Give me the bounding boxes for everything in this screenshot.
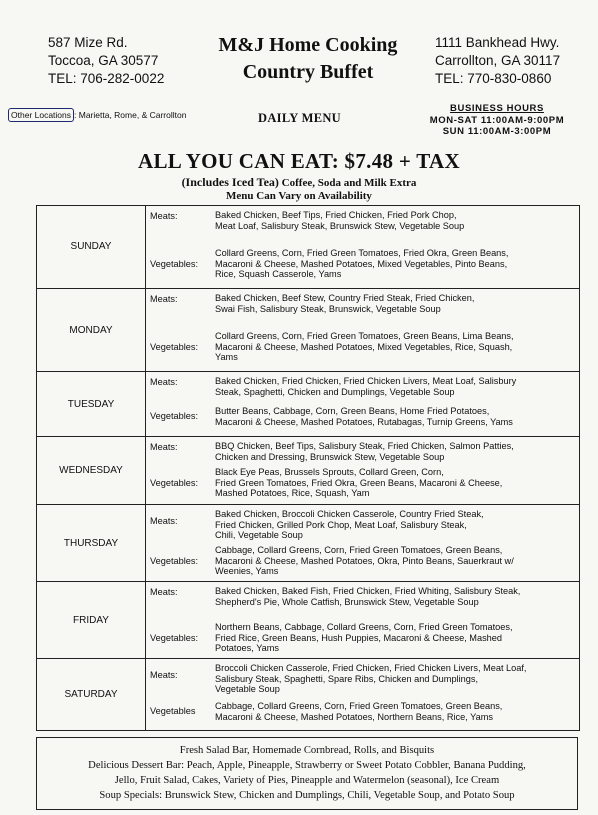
menu-row-monday bbox=[37, 288, 579, 372]
extras-box bbox=[36, 737, 578, 810]
vegetable-line: Macaroni & Cheese, Mashed Potatoes, Northern Beans, Rice, Yams bbox=[215, 711, 493, 722]
meats-label: Meats: bbox=[150, 669, 178, 680]
menu-row-tuesday bbox=[37, 371, 579, 437]
left-phone: TEL: 706-282-0022 bbox=[48, 71, 165, 86]
right-phone: TEL: 770-830-0860 bbox=[435, 71, 552, 86]
meat-line: Steak, Spaghetti, Chicken and Dumplings, Vegetable Soup bbox=[215, 386, 455, 397]
vegetable-line: Yams bbox=[215, 352, 238, 363]
vegetables-label: Vegetables: bbox=[150, 555, 199, 566]
brand-line-2: Country Buffet bbox=[242, 61, 374, 83]
daily-menu-table bbox=[36, 205, 580, 731]
vegetable-line: Mashed Potatoes, Rice, Squash, Yam bbox=[215, 488, 370, 499]
day-name: SUNDAY bbox=[70, 241, 112, 252]
column-divider bbox=[145, 437, 146, 505]
business-hours bbox=[402, 103, 592, 138]
meat-line: Meat Loaf, Salisbury Steak, Brunswick Stew, Vegetable Soup bbox=[215, 220, 465, 231]
vegetable-line: Black Eye Peas, Brussels Sprouts, Collard Green, Corn, bbox=[215, 467, 444, 477]
meats-list bbox=[215, 441, 575, 462]
vegetable-line: Cabbage, Collard Greens, Corn, Fried Green Tomatoes, Green Beans, bbox=[215, 701, 503, 711]
meat-line: Chili, Vegetable Soup bbox=[215, 530, 303, 541]
vegetable-line: Potatoes, Yams bbox=[215, 643, 280, 654]
vegetable-line: Macaroni & Cheese, Mashed Potatoes, Mixed Vegetables, Rice, Squash, bbox=[215, 341, 513, 352]
vegetable-line: Rice, Squash Casserole, Yams bbox=[215, 269, 342, 280]
dessert-bar-line-2: Jello, Fruit Salad, Cakes, Variety of Pies, Pineapple and Watermelon (seasonal), Ice Cream bbox=[114, 775, 500, 786]
meats-label: Meats: bbox=[150, 442, 178, 453]
vegetable-line: Collard Greens, Corn, Fried Green Tomatoes, Fried Okra, Green Beans, bbox=[215, 248, 509, 258]
extras-note: Coffee, Soda and Milk Extra bbox=[278, 177, 417, 189]
day-name: TUESDAY bbox=[67, 398, 115, 410]
meat-line: Chicken and Dressing, Brunswick Stew, Vegetable Soup bbox=[215, 451, 445, 462]
meat-line: Swai Fish, Salisbury Steak, Brunswick, Vegetable Soup bbox=[215, 303, 441, 314]
hours-mon-sat: MON-SAT 11:00AM-9:00PM bbox=[429, 114, 565, 126]
meat-line: Baked Chicken, Baked Fish, Fried Chicken, Fried Whiting, Salisbury Steak, bbox=[215, 586, 521, 596]
brand-line-1: M&J Home Cooking bbox=[218, 34, 398, 56]
includes-note bbox=[0, 175, 598, 190]
meat-line: Baked Chicken, Beef Stew, Country Fried Steak, Fried Chicken, bbox=[215, 293, 475, 303]
other-locations bbox=[8, 110, 186, 120]
day-name: SATURDAY bbox=[64, 689, 118, 700]
meats-list bbox=[215, 376, 575, 397]
menu-row-saturday bbox=[37, 658, 579, 731]
day-name: FRIDAY bbox=[73, 614, 109, 626]
vegetable-line: Northern Beans, Cabbage, Collard Greens, Corn, Fried Green Tomatoes, bbox=[215, 622, 513, 632]
vegetables-list bbox=[215, 622, 575, 654]
vegetable-line: Fried Green Tomatoes, Fried Okra, Green Beans, Macaroni & Cheese, bbox=[215, 477, 503, 488]
day-name: MONDAY bbox=[69, 324, 113, 336]
daily-menu-title: DAILY MENU bbox=[258, 111, 341, 125]
menu-row-thursday bbox=[37, 504, 579, 582]
includes-iced-tea: (Includes Iced Tea) bbox=[181, 175, 279, 189]
dessert-bar-line: Delicious Dessert Bar: Peach, Apple, Pineapple, Strawberry or Sweet Potato Cobbler, Banana Pudding, bbox=[88, 760, 526, 771]
vegetables-label: Vegetables: bbox=[150, 411, 199, 422]
other-locations-label: Other Locations bbox=[8, 108, 74, 122]
meat-line: Vegetable Soup bbox=[215, 684, 280, 695]
vegetables-list bbox=[215, 331, 575, 363]
vegetable-line: Macaroni & Cheese, Mashed Potatoes, Rutabagas, Turnip Greens, Yams bbox=[215, 416, 513, 427]
menu-row-wednesday bbox=[37, 436, 579, 505]
meat-line: Shepherd's Pie, Whole Catfish, Brunswick Stew, Vegetable Soup bbox=[215, 596, 479, 607]
meat-line: Baked Chicken, Broccoli Chicken Casserole, Country Fried Steak, bbox=[215, 509, 484, 519]
vegetable-line: Weenies, Yams bbox=[215, 566, 279, 577]
right-location-address bbox=[435, 34, 585, 88]
vegetable-line: Fried Rice, Green Beans, Hush Puppies, Macaroni & Cheese, Mashed bbox=[215, 632, 502, 643]
price-headline: ALL YOU CAN EAT: $7.48 + TAX bbox=[138, 149, 460, 173]
menu-row-friday bbox=[37, 581, 579, 659]
vegetable-line: Macaroni & Cheese, Mashed Potatoes, Mixed Vegetables, Pinto Beans, bbox=[215, 258, 508, 269]
meat-line: Broccoli Chicken Casserole, Fried Chicken, Fried Chicken Livers, Meat Loaf, bbox=[215, 663, 527, 673]
left-city: Toccoa, GA 30577 bbox=[48, 53, 159, 68]
meat-line: BBQ Chicken, Beef Tips, Salisbury Steak, Fried Chicken, Salmon Patties, bbox=[215, 441, 514, 451]
meat-line: Baked Chicken, Fried Chicken, Fried Chicken Livers, Meat Loaf, Salisbury bbox=[215, 376, 517, 386]
vegetables-label: Vegetables: bbox=[150, 258, 199, 269]
column-divider bbox=[145, 582, 146, 659]
column-divider bbox=[145, 505, 146, 582]
availability-note: Menu Can Vary on Availability bbox=[226, 190, 372, 202]
meats-label: Meats: bbox=[150, 211, 178, 222]
vegetable-line: Butter Beans, Cabbage, Corn, Green Beans, Home Fried Potatoes, bbox=[215, 406, 490, 416]
salad-bar-line: Fresh Salad Bar, Homemade Cornbread, Rolls, and Bisquits bbox=[179, 745, 435, 756]
menu-row-sunday bbox=[37, 206, 579, 288]
vegetables-label: Vegetables: bbox=[150, 477, 199, 488]
column-divider bbox=[145, 206, 146, 288]
restaurant-name bbox=[180, 32, 436, 86]
vegetable-line: Cabbage, Collard Greens, Corn, Fried Green Tomatoes, Green Beans, bbox=[215, 545, 503, 555]
vegetable-line: Macaroni & Cheese, Mashed Potatoes, Okra, Pinto Beans, Sauerkraut w/ bbox=[215, 555, 514, 566]
meats-list bbox=[215, 509, 575, 541]
vegetables-list bbox=[215, 406, 575, 427]
column-divider bbox=[145, 372, 146, 437]
vegetables-list bbox=[215, 701, 575, 722]
right-city: Carrollton, GA 30117 bbox=[435, 53, 561, 68]
vegetables-label: Vegetables: bbox=[150, 341, 199, 352]
vegetables-label: Vegetables: bbox=[150, 632, 199, 643]
vegetables-label: Vegetables bbox=[150, 706, 196, 717]
left-street: 587 Mize Rd. bbox=[48, 35, 128, 50]
left-location-address bbox=[48, 34, 188, 88]
meats-label: Meats: bbox=[150, 515, 178, 526]
meats-list bbox=[215, 586, 575, 607]
meats-label: Meats: bbox=[150, 377, 178, 388]
vegetables-list bbox=[215, 545, 575, 577]
meats-list bbox=[215, 663, 575, 695]
meat-line: Fried Chicken, Grilled Pork Chop, Meat Loaf, Salisbury Steak, bbox=[215, 519, 467, 530]
column-divider bbox=[145, 289, 146, 372]
meat-line: Salisbury Steak, Spaghetti, Spare Ribs, Chicken and Dumplings, bbox=[215, 673, 479, 684]
right-street: 1111 Bankhead Hwy. bbox=[435, 35, 560, 50]
column-divider bbox=[145, 659, 146, 731]
vegetable-line: Collard Greens, Corn, Fried Green Tomatoes, Green Beans, Lima Beans, bbox=[215, 331, 514, 341]
meats-list bbox=[215, 210, 575, 231]
meats-label: Meats: bbox=[150, 294, 178, 305]
vegetables-list bbox=[215, 248, 575, 280]
meats-list bbox=[215, 293, 575, 314]
soup-specials-line: Soup Specials: Brunswick Stew, Chicken and Dumplings, Chili, Vegetable Soup, and Potato Soup bbox=[99, 790, 515, 801]
vegetables-list bbox=[215, 467, 575, 499]
business-hours-title: BUSINESS HOURS bbox=[450, 103, 544, 114]
other-locations-list: : Marietta, Rome, & Carrollton bbox=[74, 110, 187, 120]
meats-label: Meats: bbox=[150, 587, 178, 598]
meat-line: Baked Chicken, Beef Tips, Fried Chicken, Fried Pork Chop, bbox=[215, 210, 457, 220]
day-name: WEDNESDAY bbox=[59, 465, 123, 476]
day-name: THURSDAY bbox=[63, 537, 119, 549]
hours-sun: SUN 11:00AM-3:00PM bbox=[442, 126, 552, 137]
